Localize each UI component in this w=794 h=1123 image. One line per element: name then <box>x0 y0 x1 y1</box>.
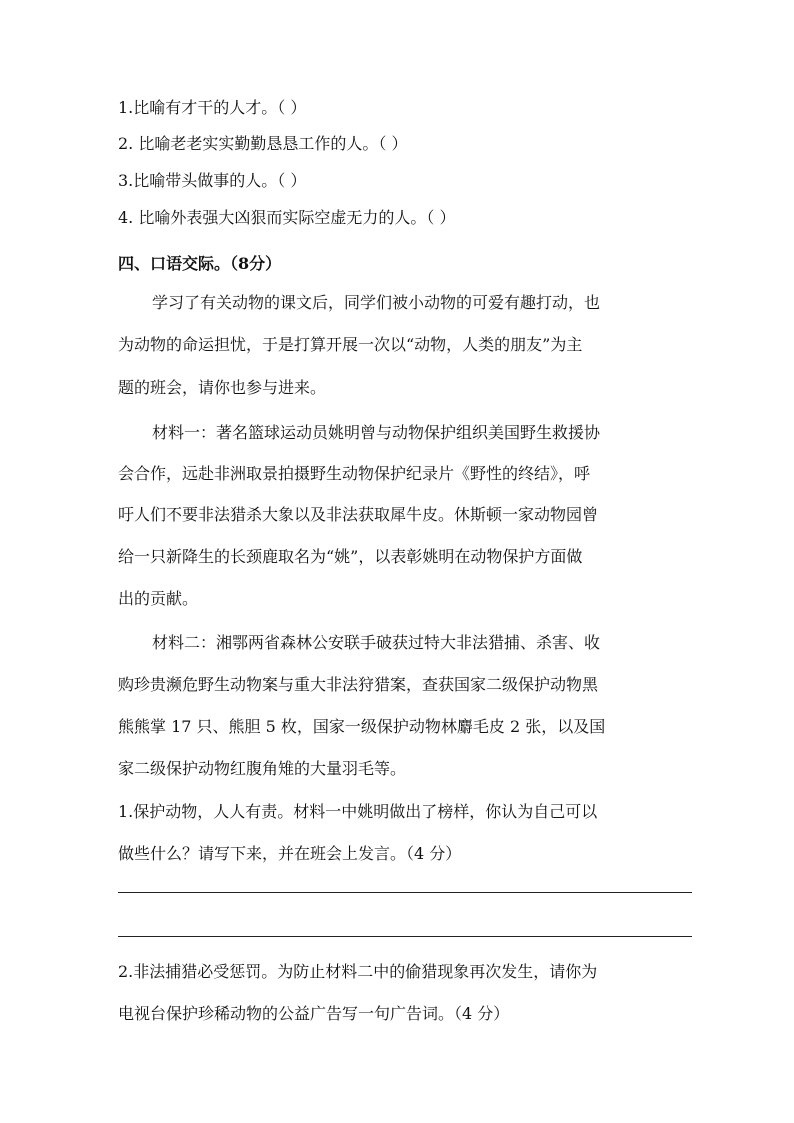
material1-line-1: 材料一：著名篮球运动员姚明曾与动物保护组织美国野生救援协 <box>152 423 601 442</box>
answer-line-2[interactable] <box>118 936 692 937</box>
question2-line-2: 电视台保护珍稀动物的公益广告写一句广告词。（4 分） <box>118 1004 510 1023</box>
material1-line-4: 给一只新降生的长颈鹿取名为“姚”，以表彰姚明在动物保护方面做 <box>118 547 583 566</box>
idiom-question-4: 4. 比喻外表强大凶狠而实际空虚无力的人。（ ） <box>118 208 456 227</box>
material1-line-5: 出的贡献。 <box>118 589 199 608</box>
intro-line-3: 题的班会，请你也参与进来。 <box>118 378 327 397</box>
material2-line-3: 熊熊掌 17 只、熊胆 5 枚，国家一级保护动物林麝毛皮 2 张，以及国 <box>118 717 606 736</box>
idiom-question-1: 1.比喻有才干的人才。（ ） <box>118 98 307 117</box>
material2-line-1: 材料二：湘鄂两省森林公安联手破获过特大非法猎捕、杀害、收 <box>152 633 601 652</box>
question1-line-2: 做些什么？请写下来，并在班会上发言。（4 分） <box>118 844 462 863</box>
answer-line-1[interactable] <box>118 892 692 893</box>
question1-line-1: 1.保护动物，人人有责。材料一中姚明做出了榜样，你认为自己可以 <box>118 802 598 821</box>
intro-line-2: 为动物的命运担忧，于是打算开展一次以“动物，人类的朋友”为主 <box>118 335 583 354</box>
intro-line-1: 学习了有关动物的课文后，同学们被小动物的可爱有趣打动，也 <box>152 293 601 312</box>
idiom-question-3: 3.比喻带头做事的人。（ ） <box>118 171 307 190</box>
material2-line-2: 购珍贵濒危野生动物案与重大非法狩猎案，查获国家二级保护动物黑 <box>118 675 599 694</box>
material1-line-2: 会合作，远赴非洲取景拍摄野生动物保护纪录片《野性的终结》，呼 <box>118 464 591 483</box>
section-title: 四、口语交际。（8分） <box>118 254 282 273</box>
material1-line-3: 吁人们不要非法猎杀大象以及非法获取犀牛皮。休斯顿一家动物园曾 <box>118 505 599 524</box>
question2-line-1: 2.非法捕猎必受惩罚。为防止材料二中的偷猎现象再次发生，请你为 <box>118 962 598 981</box>
material2-line-4: 家二级保护动物红腹角雉的大量羽毛等。 <box>118 759 407 778</box>
idiom-question-2: 2. 比喻老老实实勤勤恳恳工作的人。（ ） <box>118 134 408 153</box>
